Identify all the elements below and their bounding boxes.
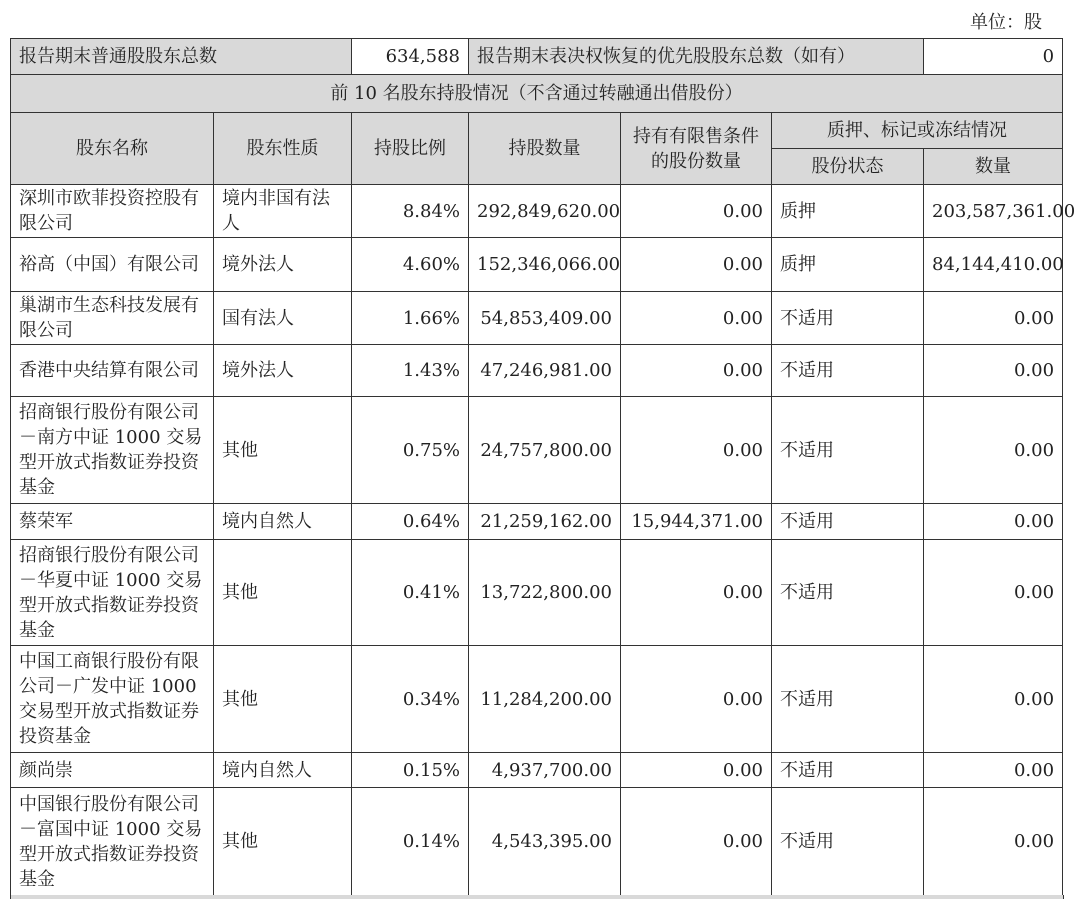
table-row (11, 540, 1063, 646)
pledge-status: 不适用 (772, 345, 924, 397)
pledge-quantity: 0.00 (924, 504, 1063, 540)
shareholder-name: 深圳市欧菲投资控股有限公司 (11, 185, 214, 238)
pledge-status: 质押 (772, 185, 924, 238)
holding-ratio: 1.43% (352, 345, 469, 397)
shareholder-name: 颜尚崇 (11, 753, 214, 788)
shareholder-name: 裕高（中国）有限公司 (11, 238, 214, 292)
shareholder-name: 招商银行股份有限公司－华夏中证 1000 交易型开放式指数证券投资基金 (11, 540, 214, 646)
pledge-quantity: 0.00 (924, 397, 1063, 504)
holding-quantity: 292,849,620.00 (469, 185, 621, 238)
holding-ratio: 1.66% (352, 292, 469, 345)
restricted-quantity: 0.00 (621, 185, 772, 238)
pledge-status: 不适用 (772, 540, 924, 646)
section-title: 前 10 名股东持股情况（不含通过转融通出借股份） (11, 75, 1063, 113)
holding-quantity: 13,722,800.00 (469, 540, 621, 646)
shareholder-name: 中国工商银行股份有限公司－广发中证 1000 交易型开放式指数证券投资基金 (11, 646, 214, 753)
header-nature: 股东性质 (214, 113, 352, 185)
header-quantity: 持股数量 (469, 113, 621, 185)
pledge-quantity: 203,587,361.00 (924, 185, 1063, 238)
restricted-quantity: 0.00 (621, 646, 772, 753)
shareholder-nature: 境内自然人 (214, 504, 352, 540)
preferred-holders-label: 报告期末表决权恢复的优先股股东总数（如有） (469, 39, 924, 75)
table-row (11, 238, 1063, 292)
shareholder-name: 香港中央结算有限公司 (11, 345, 214, 397)
holding-quantity: 4,937,700.00 (469, 753, 621, 788)
shareholder-nature: 境内自然人 (214, 753, 352, 788)
unit-label: 单位：股 (970, 12, 1042, 33)
pledge-status: 不适用 (772, 753, 924, 788)
header-restricted: 持有有限售条件的股份数量 (621, 113, 772, 185)
holding-ratio: 0.14% (352, 788, 469, 896)
holding-ratio: 4.60% (352, 238, 469, 292)
table-row (11, 504, 1063, 540)
shareholder-name: 招商银行股份有限公司－南方中证 1000 交易型开放式指数证券投资基金 (11, 397, 214, 504)
shareholder-nature: 境内非国有法人 (214, 185, 352, 238)
holding-ratio: 0.15% (352, 753, 469, 788)
restricted-quantity: 0.00 (621, 292, 772, 345)
shareholder-nature: 其他 (214, 397, 352, 504)
header-pledge-quantity: 数量 (924, 149, 1063, 185)
restricted-quantity: 15,944,371.00 (621, 504, 772, 540)
header-row-1 (11, 113, 1063, 149)
shareholder-nature: 境外法人 (214, 345, 352, 397)
pledge-quantity: 0.00 (924, 540, 1063, 646)
holding-ratio: 0.34% (352, 646, 469, 753)
header-name: 股东名称 (11, 113, 214, 185)
table-row (11, 185, 1063, 238)
shareholder-nature: 国有法人 (214, 292, 352, 345)
shareholder-name: 巢湖市生态科技发展有限公司 (11, 292, 214, 345)
holding-quantity: 47,246,981.00 (469, 345, 621, 397)
pledge-quantity: 0.00 (924, 646, 1063, 753)
shareholder-name: 中国银行股份有限公司－富国中证 1000 交易型开放式指数证券投资基金 (11, 788, 214, 896)
header-pledge-group: 质押、标记或冻结情况 (772, 113, 1063, 149)
holding-ratio: 0.41% (352, 540, 469, 646)
pledge-status: 不适用 (772, 397, 924, 504)
holding-quantity: 54,853,409.00 (469, 292, 621, 345)
holding-quantity: 24,757,800.00 (469, 397, 621, 504)
shareholder-nature: 其他 (214, 646, 352, 753)
shareholder-nature: 其他 (214, 540, 352, 646)
shareholder-table (10, 38, 1076, 896)
pledge-quantity: 0.00 (924, 753, 1063, 788)
shareholder-nature: 其他 (214, 788, 352, 896)
header-ratio: 持股比例 (352, 113, 469, 185)
holding-quantity: 152,346,066.00 (469, 238, 621, 292)
holding-quantity: 21,259,162.00 (469, 504, 621, 540)
restricted-quantity: 0.00 (621, 753, 772, 788)
holding-ratio: 0.64% (352, 504, 469, 540)
restricted-quantity: 0.00 (621, 345, 772, 397)
table-row (11, 397, 1063, 504)
pledge-status: 不适用 (772, 504, 924, 540)
pledge-status: 不适用 (772, 292, 924, 345)
shareholder-name: 蔡荣军 (11, 504, 214, 540)
table-row (11, 292, 1063, 345)
header-pledge-status: 股份状态 (772, 149, 924, 185)
common-holders-value: 634,588 (352, 39, 469, 75)
pledge-quantity: 0.00 (924, 345, 1063, 397)
table-continuation-strip (10, 895, 1064, 899)
table-row (11, 345, 1063, 397)
pledge-status: 不适用 (772, 646, 924, 753)
restricted-quantity: 0.00 (621, 397, 772, 504)
restricted-quantity: 0.00 (621, 540, 772, 646)
common-holders-label: 报告期末普通股股东总数 (11, 39, 352, 75)
holding-ratio: 8.84% (352, 185, 469, 238)
table-row (11, 788, 1063, 896)
holding-quantity: 4,543,395.00 (469, 788, 621, 896)
pledge-quantity: 0.00 (924, 788, 1063, 896)
shareholder-nature: 境外法人 (214, 238, 352, 292)
holding-quantity: 11,284,200.00 (469, 646, 621, 753)
preferred-holders-value: 0 (924, 39, 1063, 75)
restricted-quantity: 0.00 (621, 788, 772, 896)
pledge-quantity: 84,144,410.00 (924, 238, 1063, 292)
table-row (11, 646, 1063, 753)
pledge-status: 不适用 (772, 788, 924, 896)
restricted-quantity: 0.00 (621, 238, 772, 292)
holding-ratio: 0.75% (352, 397, 469, 504)
section-title-row (11, 75, 1063, 113)
summary-row (11, 39, 1063, 75)
pledge-status: 质押 (772, 238, 924, 292)
pledge-quantity: 0.00 (924, 292, 1063, 345)
table-row (11, 753, 1063, 788)
